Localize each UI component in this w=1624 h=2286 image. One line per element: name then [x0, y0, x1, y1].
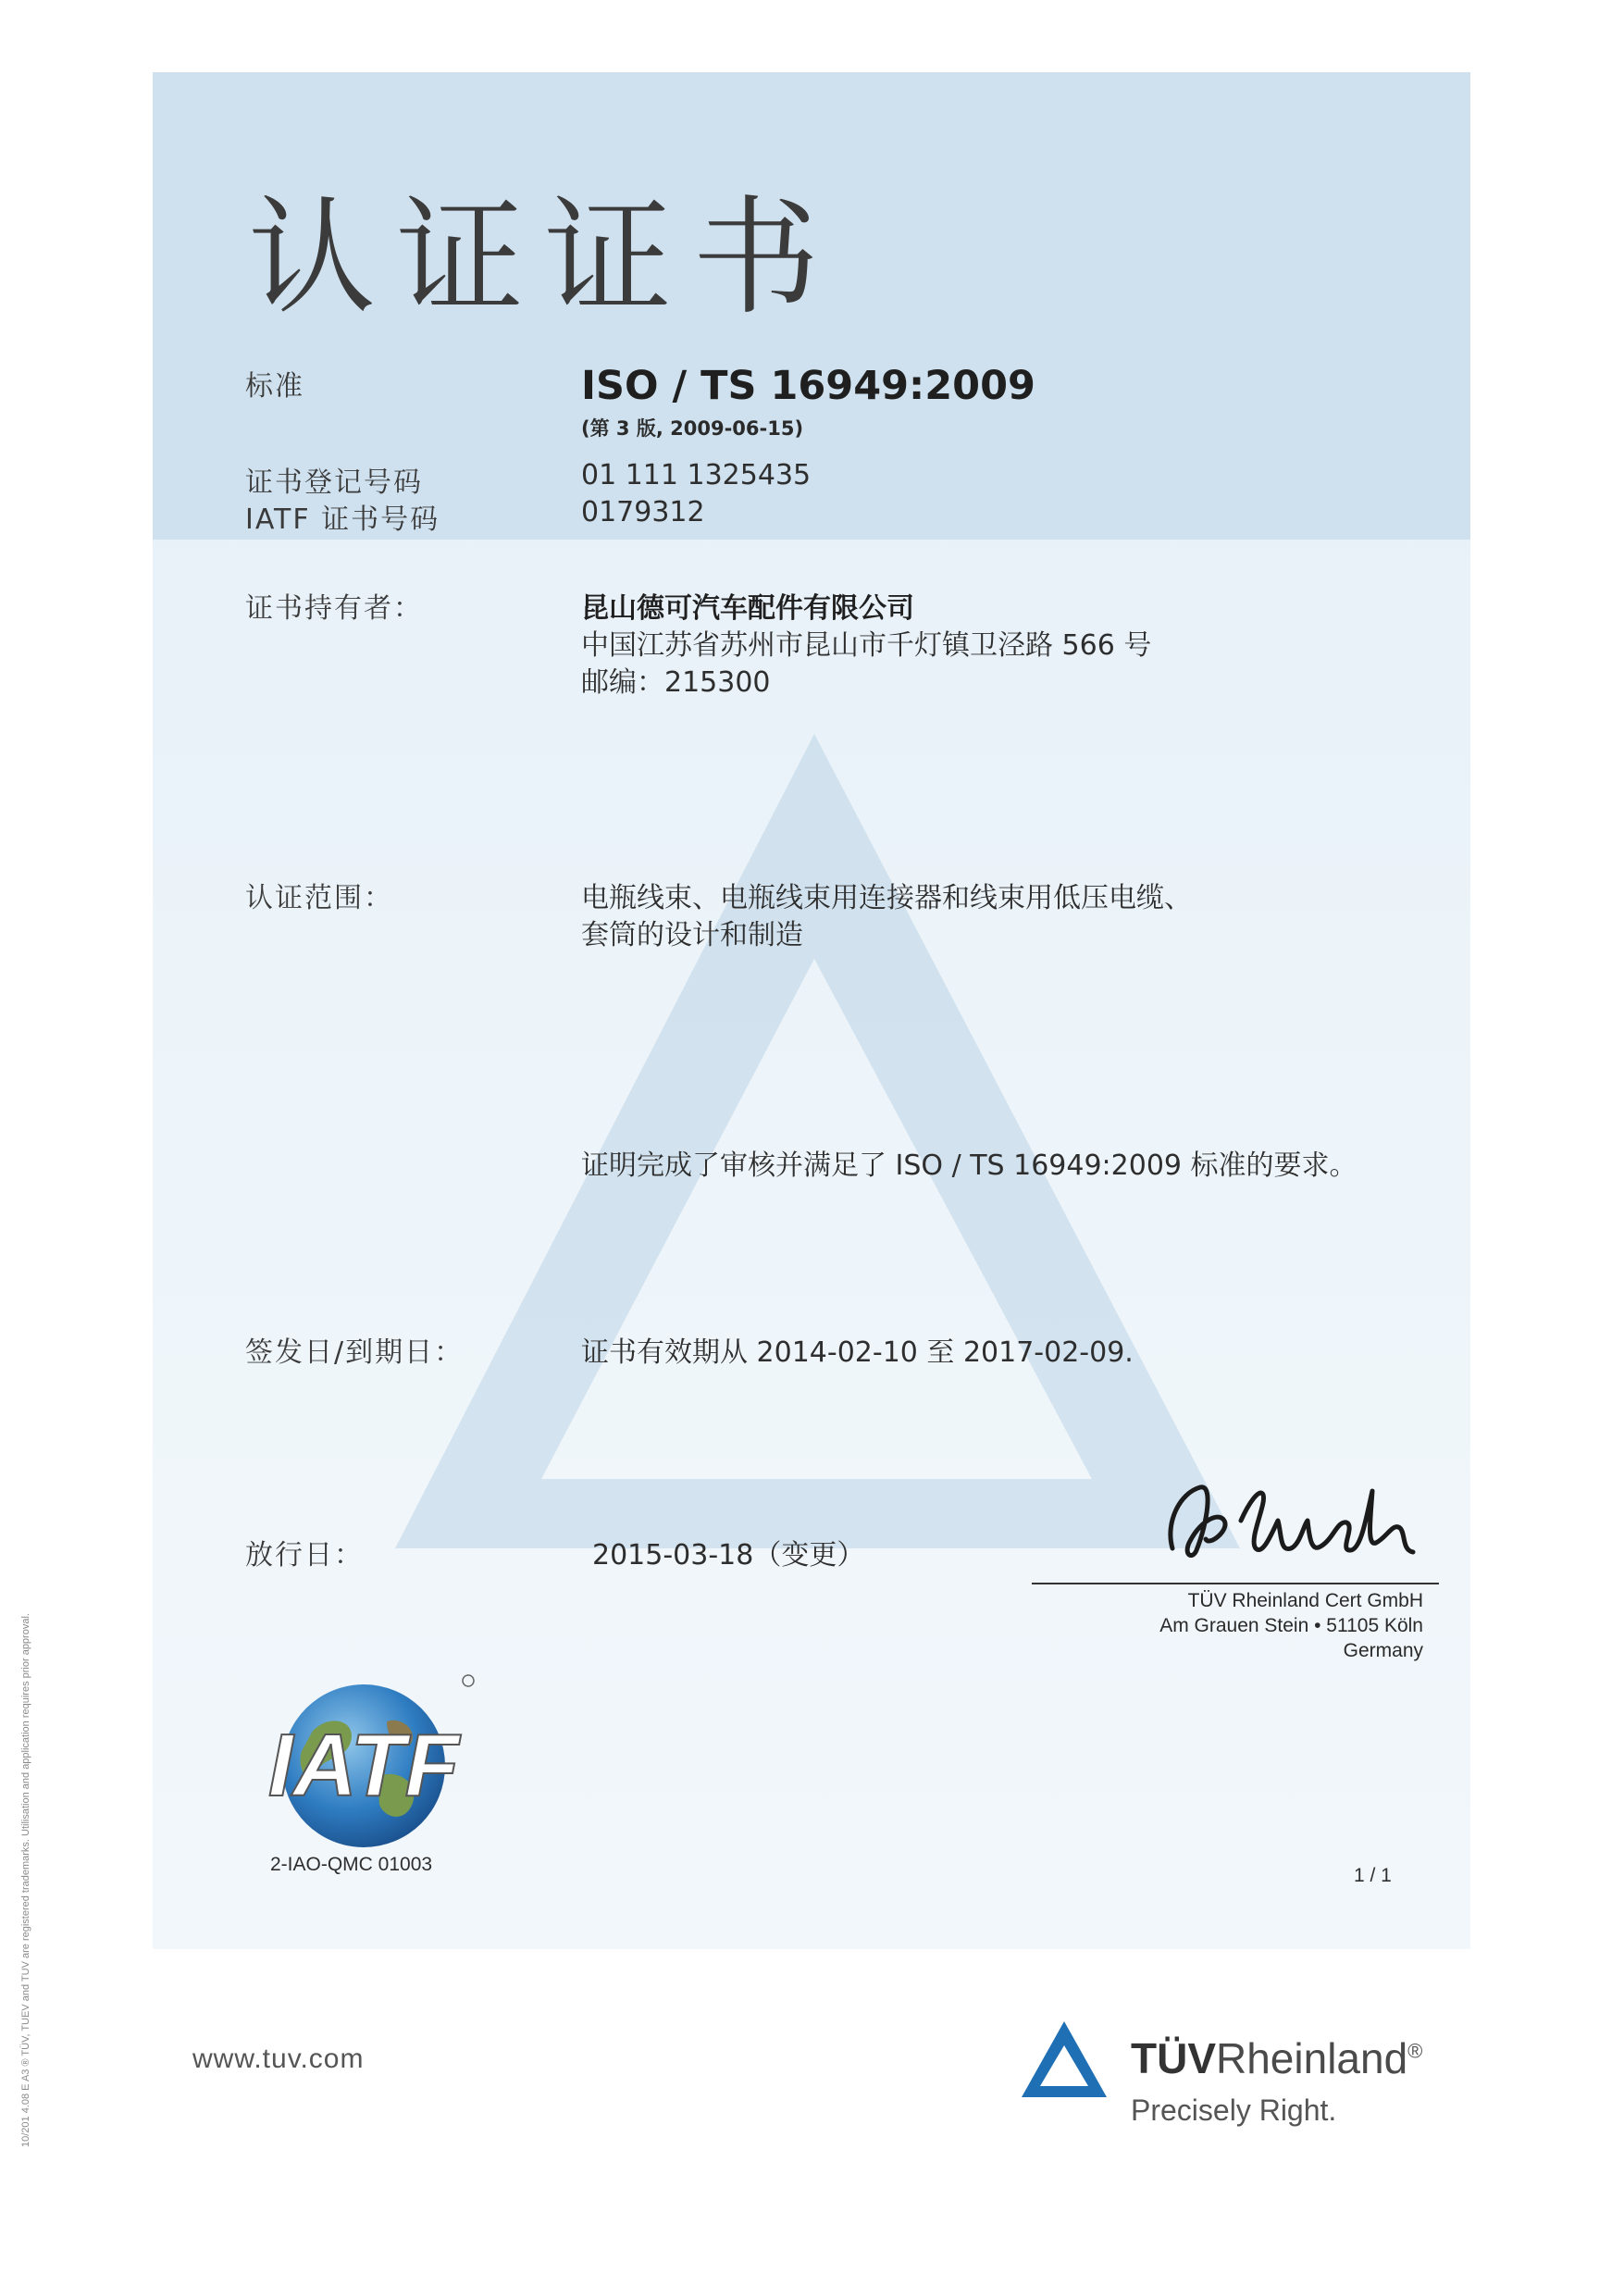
issue-date-label: 放行日：	[245, 1539, 364, 1572]
margin-note: 10/201 4.08 E A3 ® TÜV, TUEV and TUV are registered trademarks. Utilisation and application requires prior approval.	[20, 1613, 31, 2147]
holder-label: 证书持有者：	[245, 592, 423, 625]
tuv-triangle-icon	[1018, 2018, 1110, 2101]
brand-slogan: Precisely Right.	[1131, 2093, 1337, 2127]
scope-line-1: 电瓶线束、电瓶线束用连接器和线束用低压电缆、	[581, 882, 1192, 914]
validity-label: 签发日/到期日：	[245, 1336, 465, 1369]
holder-postcode: 邮编：215300	[581, 666, 771, 699]
iatf-code: 2-IAO-QMC 01003	[270, 1854, 433, 1875]
iatf-number-value: 0179312	[581, 496, 705, 528]
compliance-statement: 证明完成了审核并满足了 ISO / TS 16949:2009 标准的要求。	[581, 1149, 1357, 1182]
standard-label: 标准	[245, 370, 304, 403]
brand-name-bold: TÜV	[1131, 2034, 1216, 2082]
signature-icon	[1152, 1467, 1420, 1573]
holder-address: 中国江苏省苏州市昆山市千灯镇卫泾路 566 号	[581, 629, 1152, 662]
registered-mark: ®	[1407, 2039, 1423, 2063]
iatf-logo	[257, 1666, 479, 1856]
reg-number-label: 证书登记号码	[245, 466, 423, 499]
page-title: 认证证书	[248, 183, 841, 332]
holder-name: 昆山德可汽车配件有限公司	[581, 592, 914, 625]
issuer-country: Germany	[1343, 1640, 1423, 1661]
iatf-logo-text: IATF	[267, 1716, 460, 1815]
scope-label: 认证范围：	[245, 882, 393, 914]
issue-date-value: 2015-03-18（变更）	[592, 1539, 865, 1572]
signature-line	[1032, 1583, 1439, 1584]
reg-number-value: 01 111 1325435	[581, 459, 812, 491]
brand-name-rest: Rheinland	[1216, 2034, 1408, 2082]
page-number: 1 / 1	[1354, 1865, 1392, 1886]
standard-value: ISO / TS 16949:2009	[581, 363, 1035, 409]
scope-line-2: 套筒的设计和制造	[581, 919, 803, 951]
brand-name	[1131, 2033, 1422, 2083]
validity-value: 证书有效期从 2014-02-10 至 2017-02-09.	[581, 1336, 1134, 1369]
issuer-street: Am Grauen Stein • 51105 Köln	[1159, 1615, 1423, 1636]
iatf-number-label: IATF 证书号码	[245, 503, 440, 536]
website-url: www.tuv.com	[192, 2044, 365, 2074]
issuer-name: TÜV Rheinland Cert GmbH	[1187, 1590, 1423, 1611]
standard-edition: (第 3 版, 2009-06-15)	[581, 417, 804, 440]
